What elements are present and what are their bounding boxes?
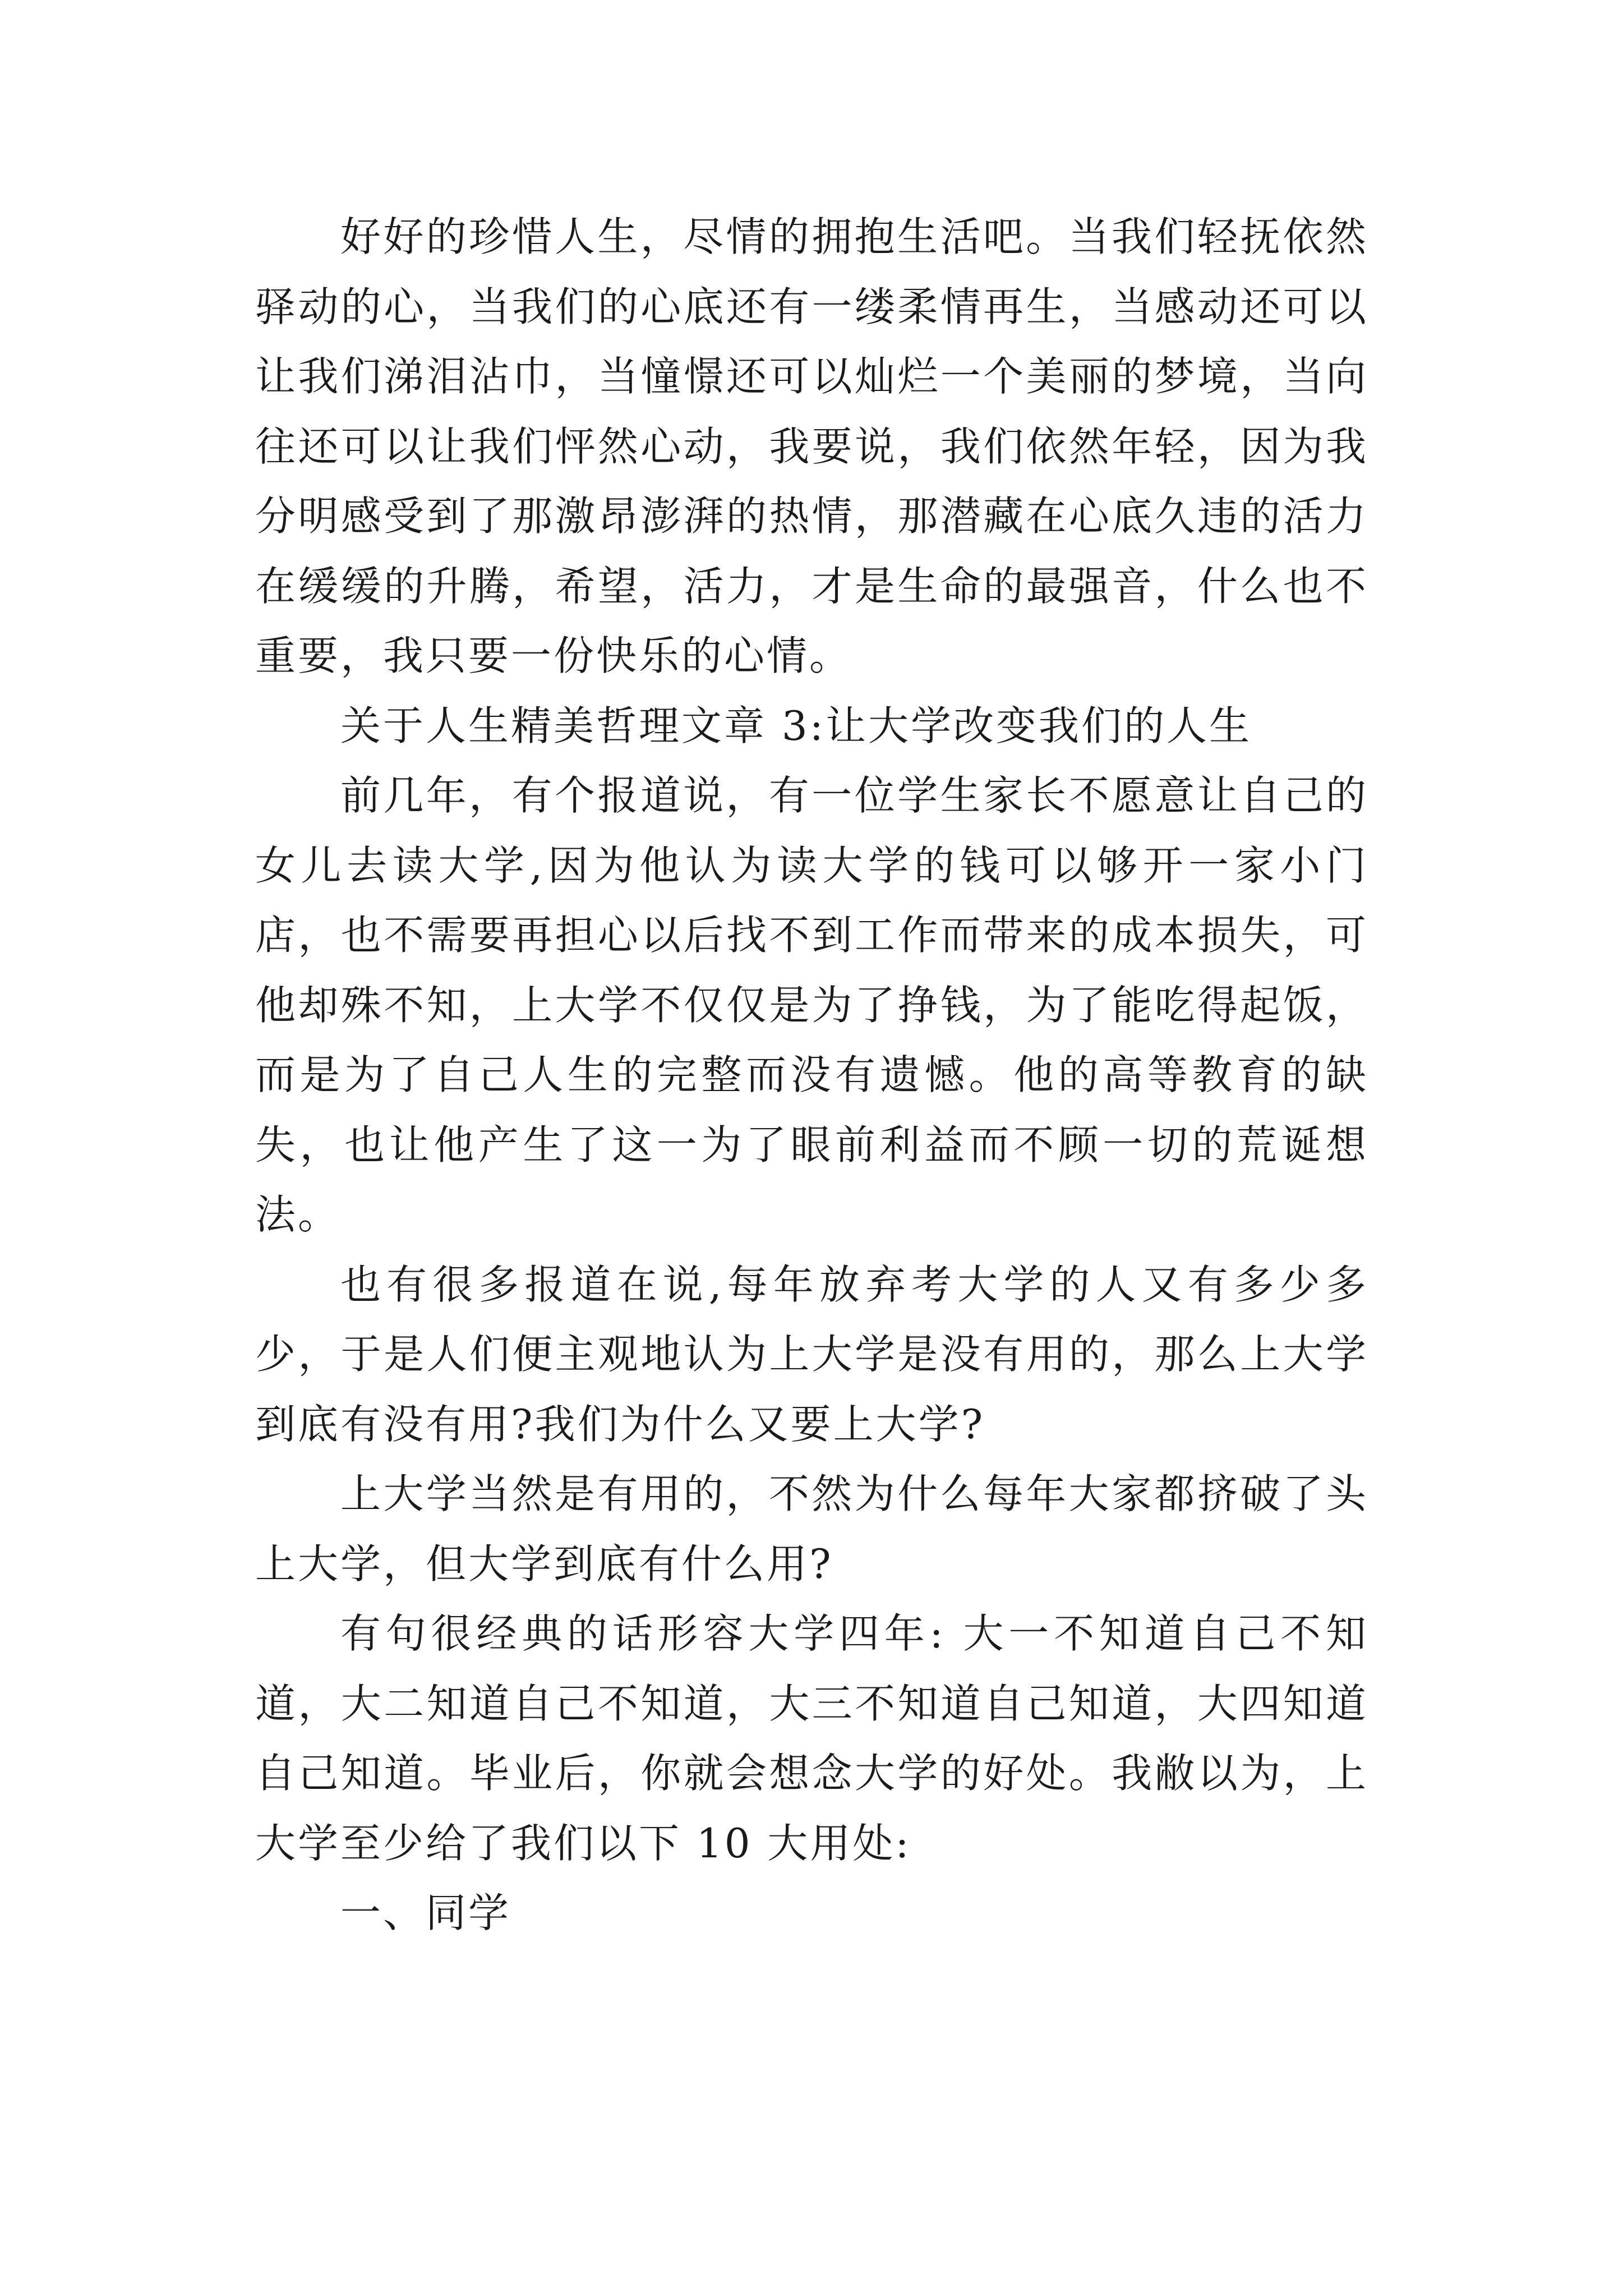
paragraph-report: 前几年，有个报道说，有一位学生家长不愿意让自己的女儿去读大学,因为他认为读大学的钱可以够开一家小门店，也不需要再担心以后找不到工作而带来的成本损失，可他却殊不知，上大学不仅仅是为了挣钱，为了能吃得起饭，而是为了自己人生的完整而没有遗憾。他的高等教育的缺失，也让他产生了这一为了眼前利益而不顾一切的荒诞想法。	[255, 772, 1368, 1238]
document-body	[255, 202, 1368, 1948]
paragraph-saying: 有句很经典的话形容大学四年: 大一不知道自己不知道，大二知道自己不知道，大三不知道自己知道，大四知道自己知道。毕业后，你就会想念大学的好处。我敝以为，上大学至少给了我们以下 10 大用处:	[255, 1610, 1368, 1867]
article-heading: 关于人生精美哲理文章 3:让大学改变我们的人生	[340, 702, 1252, 749]
paragraph-question: 也有很多报道在说,每年放弃考大学的人又有多少多少，于是人们便主观地认为上大学是没有用的，那么上大学到底有没有用?我们为什么又要上大学?	[255, 1260, 1368, 1448]
paragraph-answer: 上大学当然是有用的，不然为什么每年大家都挤破了头上大学，但大学到底有什么用?	[255, 1470, 1368, 1588]
section-heading-classmates: 一、同学	[340, 1889, 511, 1936]
paragraph-intro: 好好的珍惜人生，尽情的拥抱生活吧。当我们轻抚依然驿动的心，当我们的心底还有一缕柔情再生，当感动还可以让我们涕泪沾巾，当憧憬还可以灿烂一个美丽的梦境，当向往还可以让我们怦然心动，我要说，我们依然年轻，因为我分明感受到了那激昂澎湃的热情，那潜藏在心底久违的活力在缓缓的升腾，希望，活力，才是生命的最强音，什么也不重要，我只要一份快乐的心情。	[255, 213, 1368, 679]
